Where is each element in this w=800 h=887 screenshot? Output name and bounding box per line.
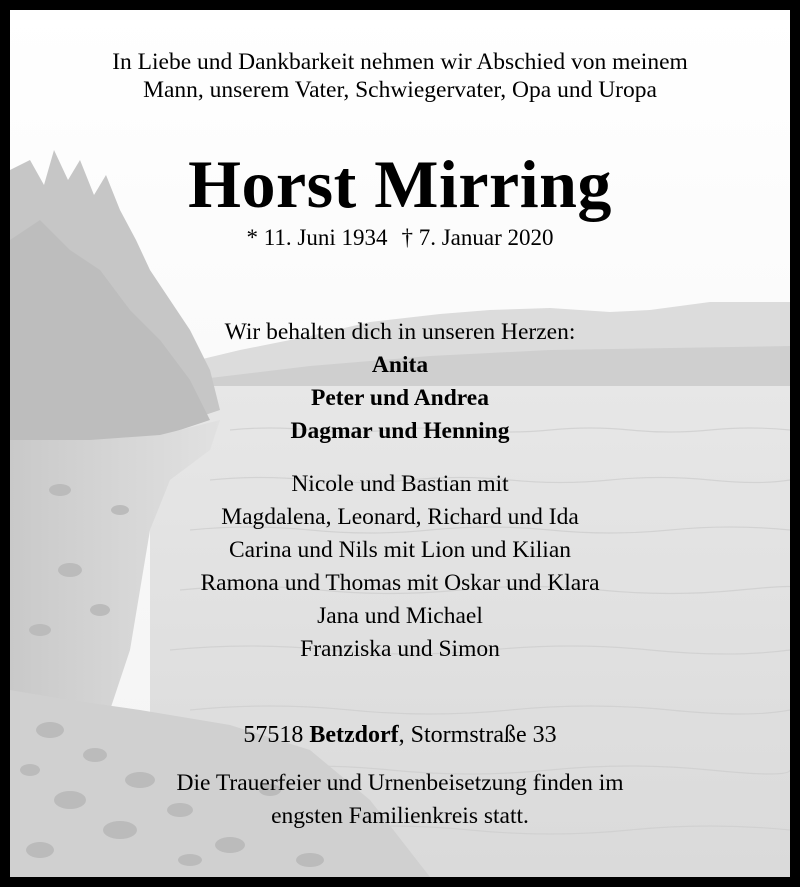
intro-line: Mann, unserem Vater, Schwiegervater, Opa und Uropa xyxy=(143,77,657,103)
life-dates xyxy=(10,224,790,252)
grandchildren-list xyxy=(10,468,790,666)
address-street: , Stormstraße 33 xyxy=(398,722,557,748)
grandchildren-line: Franziska und Simon xyxy=(300,636,500,662)
mourner-name: Peter und Andrea xyxy=(310,385,489,411)
family-address xyxy=(10,719,790,751)
grandchildren-line: Magdalena, Leonard, Richard und Ida xyxy=(221,504,579,530)
birth-date: * 11. Juni 1934 xyxy=(246,225,388,250)
mourner-name: Anita xyxy=(371,352,429,378)
grandchildren-line: Nicole und Bastian mit xyxy=(291,471,509,497)
grandchildren-line: Ramona und Thomas mit Oskar und Klara xyxy=(200,570,600,596)
mourner-name: Dagmar und Henning xyxy=(290,418,510,444)
funeral-note xyxy=(10,767,790,833)
mourners-heading: Wir behalten dich in unseren Herzen: xyxy=(224,319,576,345)
grandchildren-line: Carina und Nils mit Lion und Kilian xyxy=(228,537,572,563)
obituary-content xyxy=(10,10,790,877)
address-city: Betzdorf xyxy=(309,722,399,748)
funeral-note-line: Die Trauerfeier und Urnenbeisetzung finden im xyxy=(176,770,624,796)
grandchildren-line: Jana und Michael xyxy=(317,603,483,629)
death-date: † 7. Januar 2020 xyxy=(401,225,554,250)
intro-line: In Liebe und Dankbarkeit nehmen wir Abschied von meinem xyxy=(112,49,688,75)
deceased-name: Horst Mirring xyxy=(188,146,612,222)
intro-text xyxy=(10,48,790,104)
mourners-list xyxy=(10,316,790,448)
funeral-note-line: engsten Familienkreis statt. xyxy=(271,803,529,829)
address-zip: 57518 xyxy=(243,722,304,748)
